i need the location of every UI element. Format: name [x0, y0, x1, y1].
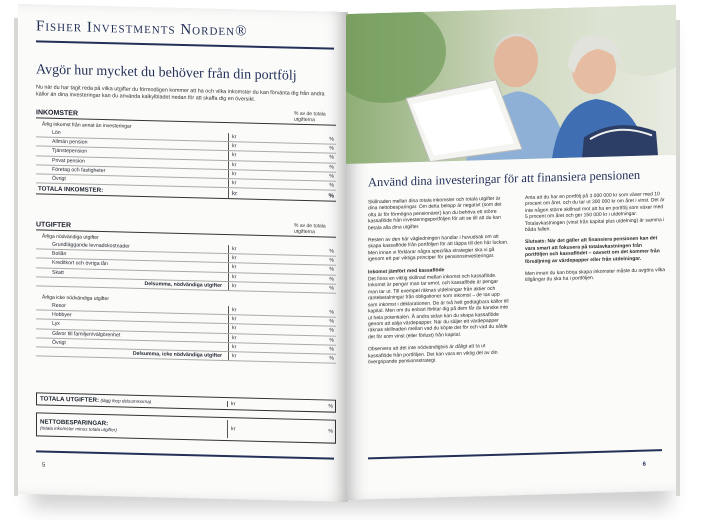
pct-label: % — [329, 267, 334, 274]
kr-label: kr — [232, 255, 237, 262]
total-expenses-label: TOTALA UTGIFTER: — [40, 395, 100, 404]
income-subheading: Årlig inkomst från annat än investeringar — [42, 121, 132, 130]
paragraph: Skillnaden mellan dina totala inkomster och totala utgifter är dina nettobesparingar. Om detta belopp är negativt (som det ofta är för förmögna pensionärer) kan du behöva ett större kassaflöde från investeringsportföljen för att se till att du kan betala alla dina utgifter. — [368, 195, 502, 232]
pct-label: % — [329, 285, 334, 292]
row-label: Resor — [52, 302, 66, 310]
income-section — [36, 104, 336, 201]
brand-name: Fisher Investments Norden® — [36, 18, 248, 40]
kr-label: kr — [232, 189, 238, 197]
pct-label: % — [329, 355, 334, 362]
income-total-label: TOTALA INKOMSTER: — [38, 185, 104, 194]
row-label: Grundläggande levnadskostnader — [52, 241, 130, 250]
income-heading: INKOMSTER — [36, 109, 78, 118]
expense-col-label: % av de totala utgifterna — [294, 222, 326, 236]
paragraph: Resten av den här vägledningen handlar i huvudsak om att skapa kassaflöde från portföljen för att täppa till den här luckan. Men innan vi förklarar några specifika strategier ska vi gå igenom ett par viktiga principer för pensionsinvesteringar. — [368, 233, 509, 263]
kr-label: kr — [231, 426, 236, 433]
pct-label: % — [328, 192, 334, 200]
row-label: Skatt — [52, 269, 64, 276]
kr-label: kr — [232, 307, 237, 314]
row-label: Kreditkort och övriga lån — [52, 260, 108, 268]
footer-rule — [368, 449, 662, 459]
photo-illustration — [346, 5, 676, 164]
page-number: 5 — [42, 462, 46, 469]
kr-label: kr — [232, 334, 237, 341]
pct-label: % — [329, 164, 334, 171]
kr-label: kr — [232, 171, 237, 178]
net-savings-box — [36, 412, 336, 443]
row-label: Lyx — [52, 321, 60, 328]
income-rows — [36, 128, 336, 190]
brand-rule — [36, 40, 334, 49]
kr-label: kr — [232, 353, 237, 360]
pct-label: % — [329, 276, 334, 283]
pct-label: % — [329, 327, 334, 335]
column-right — [525, 191, 666, 367]
total-expenses-box — [36, 392, 336, 412]
optional-subtotal-label: Delsumma, icke nödvändiga utgifter — [132, 350, 222, 359]
kr-label: kr — [232, 264, 237, 271]
intro-text: Nu när du har tagit reda på vilka utgifter du förmodligen kommer att ha och vilka inkomster du kan förvänta dig från andra källor än dina investeringar kan du använda kalkylbladet nedan för att skaffa dig en översikt. — [36, 84, 325, 103]
page-title: Avgör hur mycket du behöver från din portfölj — [36, 62, 297, 84]
pct-label: % — [329, 155, 334, 162]
left-page — [18, 4, 348, 502]
row-label: Hobbyer — [52, 311, 72, 319]
right-page-edge — [676, 20, 680, 496]
pct-label: % — [329, 145, 334, 152]
row-label: Boliån — [52, 251, 67, 258]
required-subtotal-label: Delsumma, nödvändiga utgifter — [144, 280, 222, 289]
income-col-label: % av de totala utgifterna — [294, 110, 326, 124]
paragraph: Anta att du har en portfölj på 3 000 000 kr som växer med 10 procent om året, och du tar ut 300 000 kr om året i vinst. Det är inte någon större skillnad mot att ha en portfölj som växer med 5 procent om året och ger 150 000 kr i utdelningar. Totalavkastningen (vinst från kapital plus utdelning) är samma i båda fallen. — [525, 191, 665, 234]
row-label: Privat pension — [52, 157, 85, 165]
pct-label: % — [329, 318, 334, 325]
pct-label: % — [329, 337, 334, 344]
footer-rule — [36, 450, 334, 459]
pct-label: % — [329, 309, 334, 316]
kr-label: kr — [232, 283, 237, 290]
kr-label: kr — [232, 316, 237, 323]
column-left — [368, 195, 509, 371]
row-label: Lön — [52, 129, 61, 137]
section-title: Använd dina investeringar för att finansiera pensionen — [368, 167, 641, 190]
kr-label: kr — [232, 161, 237, 168]
optional-subheading: Årliga icke nödvändiga utgifter — [42, 294, 109, 303]
page-number: 6 — [642, 461, 646, 468]
kr-label: kr — [232, 180, 237, 187]
row-label: Tjänstepension — [52, 148, 88, 156]
row-label: Företag och fastigheter — [52, 166, 106, 174]
kr-label: kr — [232, 152, 237, 159]
pct-label: % — [329, 182, 334, 189]
kr-label: kr — [231, 400, 236, 407]
paragraph: Men innan du kan börja skapa inkomster måste du avgöra vilka tillgångar du ska ha i portföljen. — [525, 267, 666, 284]
body-columns — [368, 191, 666, 372]
expense-section — [36, 216, 336, 363]
paragraph: Det finns en viktig skillnad mellan inkomst och kassaflöde. Inkomst är pengar man tar emot, och kassaflöde är pengar man tar ut. Till exempel räknas utdelningar från aktier och räntebetalningar från obligationer som inkomst – de tas upp som inkomst i deklarationen. De är två helt godtagbara källor till kapital. Men om du enbart förlitar dig på dem får du kanske inte ut hela potentialen. Å andra sidan kan du skapa kassaflöde genom att sälja värdepapper. När du säljer ett värdepapper räknas skillnaden mellan vad du köpte det för och vad du sålde det för som vinst (eller förlust) från kapital. — [368, 272, 509, 341]
pct-label: % — [329, 136, 334, 143]
pct-label: % — [329, 257, 334, 264]
net-savings-label: NETTOBESPARINGAR: — [40, 418, 109, 428]
row-label: Allmän pension — [52, 139, 88, 146]
kr-label: kr — [232, 143, 237, 150]
pct-label: % — [328, 403, 333, 410]
row-label: Gåvor till familjen/välgörenhet — [52, 330, 121, 339]
kr-label: kr — [232, 325, 237, 332]
optional-rows — [36, 301, 336, 354]
kr-label: kr — [232, 134, 237, 141]
retired-couple-photo — [346, 5, 676, 164]
row-label: Övrigt — [52, 339, 66, 346]
net-savings-note: (totala inkomster minus totala utgifter) — [40, 425, 117, 433]
row-label: Övrigt — [52, 175, 66, 183]
total-expenses-note: (lägg ihop delsummorna) — [100, 397, 152, 405]
kr-label: kr — [232, 273, 237, 280]
required-subheading: Årliga nödvändiga utgifter — [42, 233, 99, 241]
paragraph: Observera att det inte nödvändigtvis är dåligt att ta ut kassaflöde från portföljen. Det kan vara en viktig del av din övergripande pensionsstrategi. — [368, 343, 498, 366]
subheading: Inkomst jämfört med kassaflöde — [368, 266, 445, 276]
pct-label: % — [329, 248, 334, 255]
expense-heading: UTGIFTER — [36, 221, 71, 230]
right-page — [346, 5, 676, 500]
kr-label: kr — [232, 343, 237, 351]
pct-label: % — [328, 428, 333, 435]
conclusion: Slutsats: När det gäller att finansiera pensionen kan det vara smart att fokusera på totalavkastningen från portföljen och kassaflödet – oavsett om det kommer från försäljning av värdepapper eller från utdelningar. — [525, 235, 660, 265]
pct-label: % — [329, 173, 334, 180]
pct-label: % — [329, 346, 334, 353]
kr-label: kr — [232, 246, 237, 253]
